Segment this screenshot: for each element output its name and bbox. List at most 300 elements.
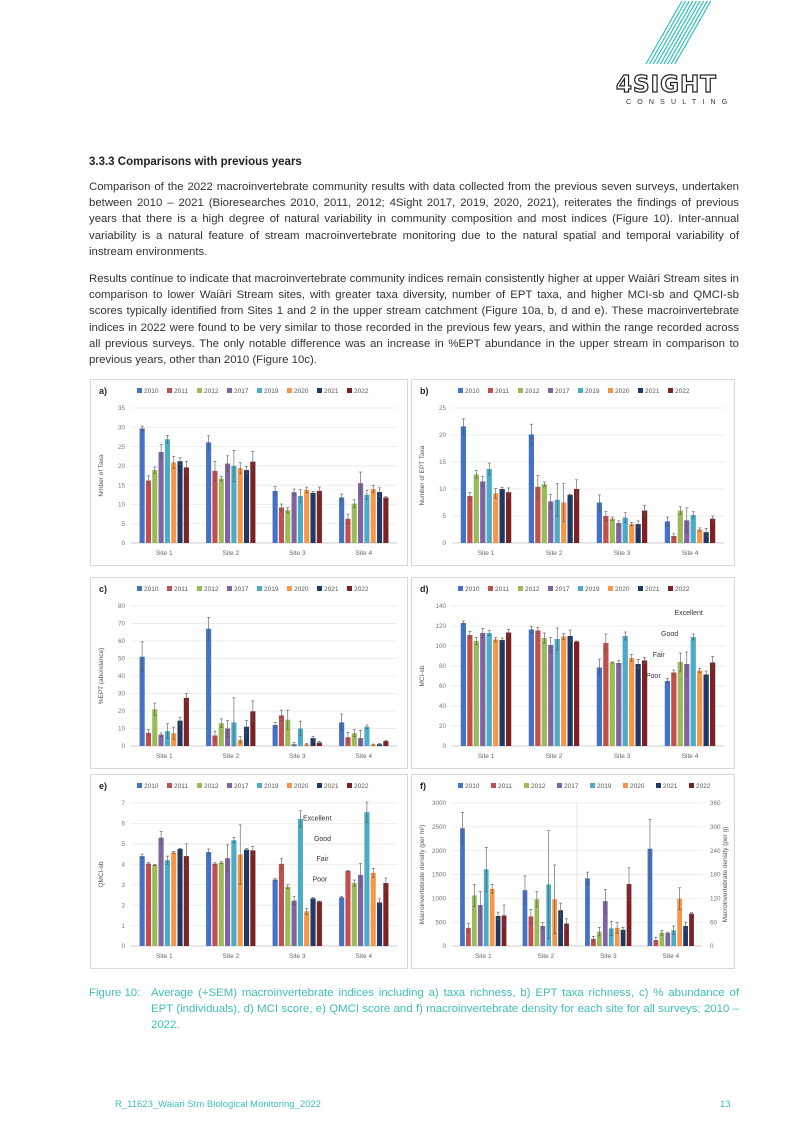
legend-label: 2020 [294,388,309,395]
x-tick-label: Site 2 [222,550,240,557]
quality-band-label: Good [313,835,332,843]
bar [493,493,498,543]
bar [317,491,322,543]
legend-swatch [548,388,553,393]
bar [461,623,466,746]
logo [610,0,740,110]
bar [467,635,472,746]
y-right-tick-label: 0 [710,943,714,951]
legend-swatch [488,388,493,393]
x-tick-label: Site 2 [222,753,240,760]
x-tick-label: Site 2 [222,953,240,960]
legend-swatch [590,783,595,788]
bar [339,497,344,543]
chart-c [91,578,407,768]
bar [568,495,573,543]
bar [250,850,255,946]
bar [292,901,297,946]
x-tick-label: Site 3 [288,953,306,960]
legend-label: 2011 [495,586,509,593]
legend-swatch [227,586,232,591]
bar [219,479,224,543]
logo-stripe [668,1,704,64]
y-tick-label: 4 [121,861,125,869]
bar [206,852,211,946]
bar [500,640,505,746]
legend-swatch [227,783,232,788]
bar [629,524,634,543]
y-tick-label: 20 [117,708,125,716]
legend-label: 2020 [615,586,630,593]
legend-label: 2019 [585,388,600,395]
y-tick-label: 0 [442,943,446,951]
chart-panel-a [90,379,408,566]
legend-label: 2019 [597,783,612,790]
bar [691,637,696,746]
y-right-tick-label: 360 [710,800,721,808]
bar [623,636,628,746]
bar [285,887,290,946]
bar [345,871,350,946]
y-tick-label: 20 [438,432,446,440]
y-tick-label: 0 [121,540,125,548]
bar [244,850,249,946]
x-tick-label: Site 1 [477,753,495,760]
footer-document-name: R_11623_Waiari Stm Biological Monitoring_2022 [115,1099,321,1110]
bar [542,484,547,543]
legend-swatch [524,783,529,788]
y-tick-label: 60 [117,638,125,646]
bar [146,481,151,543]
y-tick-label: 100 [435,643,446,651]
bar [304,490,309,543]
bar [238,468,243,543]
logo-stripe [657,1,693,64]
bar [529,434,534,543]
bar [273,491,278,543]
bar [317,901,322,946]
bar [165,439,170,543]
bar [159,452,164,543]
legend-swatch [518,586,523,591]
legend-label: 2022 [675,586,690,593]
bar [279,864,284,946]
bar [597,668,602,747]
y-tick-label: 40 [438,703,446,711]
legend-label: 2010 [465,586,480,593]
y-tick-label: 3 [121,881,125,889]
bar [487,469,492,543]
legend-swatch [557,783,562,788]
legend-swatch [347,388,352,393]
logo-stripe [653,1,689,64]
y-tick-label: 1 [121,922,125,930]
legend [137,388,369,395]
legend-label: 2019 [585,586,600,593]
bar [219,863,224,946]
y-tick-label: 10 [117,725,125,733]
legend [137,783,369,790]
legend-label: 2021 [663,783,678,790]
x-tick-label: Site 3 [613,550,631,557]
legend-label: 2021 [645,388,660,395]
x-tick-label: Site 4 [681,753,699,760]
legend-label: 2012 [204,388,219,395]
bar [529,630,534,747]
bar [636,664,641,746]
legend-swatch [167,586,172,591]
bar [490,889,495,946]
bar [493,640,498,747]
bar [298,496,303,543]
legend-swatch [287,586,292,591]
panel-label: e) [99,781,108,791]
bar [568,636,573,746]
x-tick-label: Site 1 [155,550,173,557]
legend-label: 2021 [324,586,339,593]
bar [616,523,621,543]
y-tick-label: 40 [117,673,125,681]
y-tick-label: 2 [121,902,125,910]
bar [206,629,211,746]
bar [250,462,255,543]
bar [665,933,670,946]
legend-label: 2019 [264,388,279,395]
legend [458,586,690,593]
y-tick-label: 15 [117,482,125,490]
bar [177,461,182,543]
bar [665,681,670,746]
legend-swatch [287,388,292,393]
bar [212,471,217,543]
bar [212,864,217,946]
bar [371,489,376,543]
bar [500,489,505,543]
legend-swatch [287,783,292,788]
y-tick-label: 30 [117,690,125,698]
x-tick-label: Site 4 [355,953,373,960]
bar [574,642,579,747]
y-tick-label: 25 [117,443,125,451]
bar [298,819,303,946]
bar [146,864,151,946]
y-tick-label: 3000 [431,800,446,808]
chart-b [412,380,734,565]
bar [480,481,485,543]
y-tick-label: 0 [442,540,446,548]
page-number: 13 [720,1099,731,1110]
bar [461,426,466,543]
bar [273,725,278,746]
bar [496,916,501,946]
y-tick-label: 20 [117,463,125,471]
y-tick-label: 30 [117,424,125,432]
legend-swatch [578,586,583,591]
legend [458,388,690,395]
legend-label: 2012 [204,783,219,790]
bar [152,470,157,543]
legend-label: 2017 [555,586,570,593]
quality-band-label: Excellent [302,815,332,823]
bar [629,658,634,746]
x-tick-label: Site 2 [545,753,563,760]
chart-panel-d [411,577,735,769]
legend-label: 2010 [465,783,480,790]
quality-band-label: Good [661,631,679,638]
legend-label: 2010 [144,586,159,593]
x-tick-label: Site 4 [355,753,373,760]
bar [697,530,702,544]
bar [610,519,615,543]
y-tick-label: 500 [435,919,446,927]
legend-label: 2022 [354,586,369,593]
bar [279,508,284,543]
bar [225,464,230,543]
bar [310,493,315,543]
x-tick-label: Site 1 [155,753,173,760]
y-tick-label: 1500 [431,871,446,879]
bar [480,633,485,746]
y-tick-label: 0 [442,743,446,751]
bar [364,495,369,543]
y-tick-label: 50 [117,655,125,663]
bar [244,470,249,543]
bar [339,897,344,946]
bar [585,878,590,946]
y-right-tick-label: 180 [710,871,721,879]
bar [364,812,369,946]
legend-swatch [167,388,172,393]
bar [383,497,388,543]
panel-label: a) [99,386,108,396]
legend-label: 2012 [204,586,219,593]
y-right-tick-label: 300 [710,824,721,832]
legend-swatch [638,388,643,393]
x-tick-label: Site 1 [155,953,173,960]
y-tick-label: 10 [438,486,446,494]
legend-swatch [623,783,628,788]
legend-swatch [137,388,142,393]
bar [273,880,278,946]
bar [371,873,376,946]
legend-label: 2011 [495,388,509,395]
y-axis-label: QMCI-sb [98,861,105,888]
y-tick-label: 35 [117,405,125,413]
bar [140,856,145,946]
x-tick-label: Site 3 [288,550,306,557]
y-tick-label: 2000 [431,847,446,855]
bar [171,852,176,946]
y-tick-label: 10 [117,501,125,509]
legend-label: 2021 [645,586,660,593]
legend-label: 2011 [174,388,188,395]
x-tick-label: Site 4 [355,550,373,557]
bar [691,515,696,543]
legend-label: 2020 [615,388,630,395]
chart-a [91,380,407,565]
chart-panel-b [411,379,735,566]
chart-f [412,775,734,968]
legend-swatch [347,783,352,788]
bar [177,849,182,946]
paragraph: Results continue to indicate that macroinvertebrate community indices remain consistently higher at upper Waiāri Stream sites in comparison to lower Waiāri Stream sites, with greater taxa diversity, number of EPT taxa, and higher MCI-sb and QMCI-sb scores typically identified from Sites 1 and 2 in the upper stream catchment (Figure 10a, b, d and e). These macroinvertebrate indices in 2022 were found to be very similar to those recorded in the previous few years, and within the range recorded across all previous surveys. The only notable difference was an increase in %EPT abundance in the upper stream in comparison to previous years, other than 2010 (Figure 10c). [89,273,739,367]
logo-stripes-icon [610,0,740,70]
legend-swatch [608,388,613,393]
legend-label: 2021 [324,783,339,790]
bar [184,856,189,946]
y-right-tick-label: 240 [710,847,721,855]
bar [474,474,479,543]
bar [159,838,164,946]
legend-label: 2012 [525,388,540,395]
bar [616,663,621,746]
legend-label: 2017 [555,388,570,395]
bar [671,673,676,747]
y-tick-label: 5 [121,841,125,849]
legend-label: 2020 [630,783,645,790]
bar [364,727,369,746]
logo-wordmark: 4SIGHT [616,72,717,98]
legend-swatch [548,586,553,591]
y-tick-label: 80 [438,663,446,671]
chart-panel-c [90,577,408,769]
bar [152,865,157,946]
bar [704,675,709,747]
bar [697,671,702,747]
bar [710,663,715,747]
legend-label: 2022 [354,783,369,790]
legend-swatch [458,586,463,591]
legend-label: 2017 [234,783,249,790]
bar [474,641,479,746]
legend-swatch [668,586,673,591]
y-tick-label: 7 [121,800,125,808]
bar [177,721,182,746]
y-tick-label: 60 [438,683,446,691]
legend-swatch [668,388,673,393]
bar [467,496,472,543]
bar [377,902,382,946]
legend-label: 2022 [354,388,369,395]
y-tick-label: 0 [121,743,125,751]
legend-swatch [458,388,463,393]
x-tick-label: Site 1 [477,550,495,557]
x-tick-label: Site 2 [545,550,563,557]
y-tick-label: 1000 [431,895,446,903]
quality-band-label: Excellent [674,610,703,617]
bar [165,860,170,946]
chart-d [412,578,734,768]
legend-label: 2021 [324,388,339,395]
bar [184,698,189,746]
bar [460,828,465,946]
bar [689,914,694,946]
legend-label: 2010 [465,388,480,395]
y-axis-label: Nmber of Taxa [98,454,105,497]
panel-label: f) [420,781,426,791]
logo-stripe [660,1,696,64]
quality-band-label: Poor [312,876,328,884]
y-tick-label: 140 [435,603,446,611]
bar [610,663,615,747]
bar [487,633,492,746]
y-tick-label: 2500 [431,824,446,832]
legend-label: 2010 [144,783,159,790]
legend-label: 2010 [144,388,159,395]
figure-label: Figure 10: [89,987,141,999]
bar [383,883,388,946]
quality-band-label: Poor [645,673,661,680]
figure-caption-text: Average (+SEM) macroinvertebrate indices including a) taxa richness, b) EPT taxa richness, c) % abundance of EPT (individuals), d) MCI score, e) QMCI score and f) macroinvertebrate density for each site for all surveys; 2010 – 2022. [151,987,739,1031]
logo-stripe [664,1,700,64]
bar [171,462,176,543]
chart-e [91,775,407,968]
legend-swatch [257,388,262,393]
bar [206,442,211,543]
bar [184,467,189,543]
legend-swatch [689,783,694,788]
bar [548,645,553,746]
bar [292,492,297,543]
legend-label: 2020 [294,783,309,790]
x-tick-label: Site 3 [288,753,306,760]
legend-label: 2012 [531,783,546,790]
bar [352,504,357,543]
legend-label: 2011 [174,586,188,593]
logo-subtitle: CONSULTING [626,99,734,106]
legend-label: 2017 [234,388,249,395]
bar [140,428,145,543]
legend-swatch [578,388,583,393]
chart-panel-e [90,774,408,969]
bar [506,492,511,543]
legend-swatch [227,388,232,393]
legend-swatch [257,783,262,788]
y-right-tick-label: 120 [710,895,721,903]
bar [561,637,566,747]
y-tick-label: 6 [121,820,125,828]
legend-swatch [167,783,172,788]
bar [304,911,309,946]
bar [231,840,236,946]
legend-label: 2017 [564,783,579,790]
legend-swatch [518,388,523,393]
x-tick-label: Site 4 [662,953,680,960]
legend-label: 2011 [498,783,512,790]
legend-swatch [317,586,322,591]
quality-band-label: Fair [652,652,665,659]
legend [137,586,369,593]
y-tick-label: 0 [121,943,125,951]
legend-label: 2020 [294,586,309,593]
bar [555,639,560,746]
y-tick-label: 5 [121,520,125,528]
panel-label: b) [420,386,429,396]
legend-swatch [491,783,496,788]
bar [678,662,683,746]
legend-swatch [347,586,352,591]
y-tick-label: 20 [438,723,446,731]
legend-swatch [197,586,202,591]
bar [506,633,511,747]
y-tick-label: 70 [117,620,125,628]
chart-panel-f [411,774,735,969]
bar [352,883,357,946]
legend-swatch [197,783,202,788]
y-axis-label: MCI-sb [419,665,426,687]
y-tick-label: 25 [438,405,446,413]
legend-swatch [257,586,262,591]
